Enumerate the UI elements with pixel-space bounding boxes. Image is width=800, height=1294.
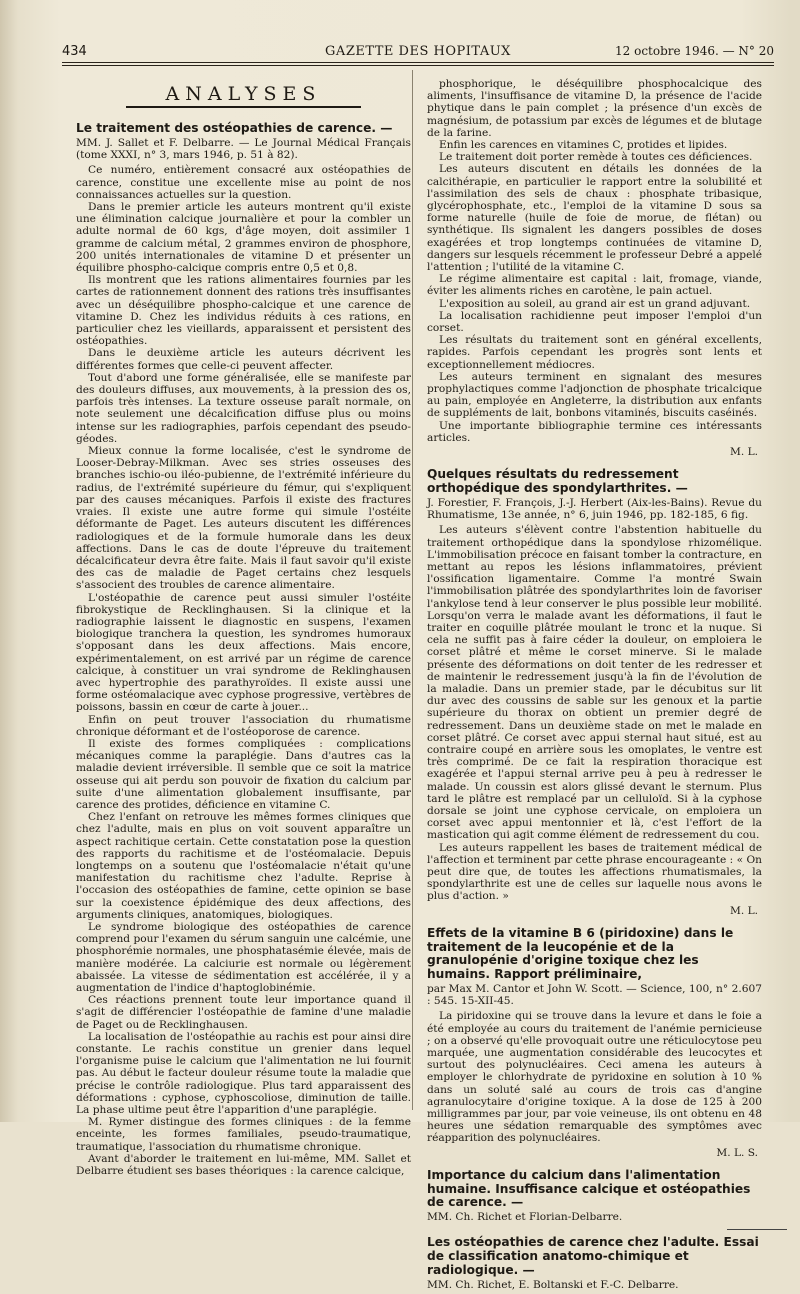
paragraph: La localisation rachidienne peut imposer l'emploi d'un corset. bbox=[427, 309, 762, 335]
paragraph: Chez l'enfant on retrouve les mêmes formes cliniques que chez l'adulte, mais en plus on voit souvent apparaître un aspect rachitique certain. Cette constatation pose la question des rapports du rachitisme et de l'ostéomalacie. Depuis longtemps on a soutenu que l'ostéomalacie n'était qu'une manifestation du rachitisme chez l'adulte. Reprise à l'occasion des ostéopathies de famine, cette opinion se base sur la coexistence épidémique des deux affections, des arguments cliniques, anatomiques, biologiques. bbox=[76, 811, 411, 921]
page-number: 434 bbox=[62, 44, 87, 59]
article-title: Les ostéopathies de carence chez l'adulte. Essai de classification anatomo-chimique et radiologique. — bbox=[427, 1235, 759, 1278]
paragraph: Les auteurs terminent en signalant des mesures prophylactiques comme l'adjonction de phosphate tricalcique au pain, employée en Angleterre, la distribution aux enfants de suppléments de lait, bonbons vitaminés, biscuits caséinés. bbox=[427, 370, 762, 420]
paragraph: L'ostéopathie de carence peut aussi simuler l'ostéite fibrokystique de Recklinghausen. Si la clinique et la radiographie laissent le diagnostic en suspens, l'examen biologique tranchera la question, les syndromes humoraux s'opposant dans les deux affections. Mais encore, expérimentalement, on est arrivé par un régime de carence calcique, à constituer un vrai syndrome de Reklinghausen avec hypertrophie des parathyroïdes. Il existe aussi une forme ostéomalacique avec cyphose progressive, vertèbres de poissons, bassin en cœur de carte à jouer... bbox=[76, 591, 411, 714]
paragraph: Ce numéro, entièrement consacré aux ostéopathies de carence, constitue une excellente mise au point de nos connaissances actuelles sur la question. bbox=[76, 164, 411, 201]
section-title: ANALYSES bbox=[165, 83, 322, 105]
paragraph: Une importante bibliographie termine ces intéressants articles. bbox=[427, 419, 762, 444]
paragraph: Les auteurs rappellent les bases de traitement médical de l'affection et terminent par cette phrase encourageante : « On peut dire que, de toutes les affections rhumatismales, la spondylarthrite est une de celles sur laquelle nous avons le plus d'action. » bbox=[427, 841, 762, 903]
paragraph: Le traitement doit porter remède à toutes ces déficiences. bbox=[439, 151, 753, 164]
paragraph: Ces réactions prennent toute leur importance quand il s'agit de différencier l'ostéopathie de famine d'une maladie de Paget ou de Recklinghausen. bbox=[76, 994, 411, 1031]
paragraph: Enfin les carences en vitamines C, protides et lipides. bbox=[439, 139, 728, 152]
paragraph: Avant d'aborder le traitement en lui-même, MM. Sallet et Delbarre étudient ses bases théoriques : la carence calcique, bbox=[76, 1152, 411, 1178]
paragraph: Il existe des formes compliquées : complications mécaniques comme la paraplégie. Dans d'autres cas la maladie devient irréversible. Il semble que ce soit la matrice osseuse qui ait perdu son pouvoir de fixation du calcium par suite d'une alimentation globalement insuffisante, par carence des protides, déficience en vitamine C. bbox=[76, 737, 411, 811]
article-title: Quelques résultats du redressement orthopédique des spondylarthrites. — bbox=[427, 467, 688, 496]
article-signature: M. L. S. bbox=[716, 1146, 758, 1159]
header-rule bbox=[62, 62, 774, 63]
header-rule-double bbox=[62, 65, 774, 66]
section-rule bbox=[126, 106, 361, 108]
separator-rule bbox=[727, 1229, 787, 1230]
article-reference: MM. J. Sallet et F. Delbarre. — Le Journal Médical Français (tome XXXI, n° 3, mars 1946, p. 51 à 82). bbox=[76, 137, 411, 162]
paragraph: Dans le premier article les auteurs montrent qu'il existe une élimination calcique journalière et pour la combler un adulte normal de 60 kgs, d'âge moyen, doit assimiler 1 gramme de calcium métal, 2 grammes environ de phosphore, 200 unités internationales de vitamine D et présenter un équilibre phospho-calcique compris entre 0,5 et 0,8. bbox=[76, 201, 411, 275]
paragraph: Tout d'abord une forme généralisée, elle se manifeste par des douleurs diffuses, aux mouvements, à la pression des os, parfois très intenses. La texture osseuse paraît normale, on note seulement une décalcification diffuse plus ou moins intense sur les radiographies, parfois cependant des pseudo-géodes. bbox=[76, 371, 411, 445]
paragraph: La localisation de l'ostéopathie au rachis est pour ainsi dire constante. Le rachis constitue un grenier dans lequel l'organisme puise le calcium que l'alimentation ne lui fournit pas. Au début le facteur douleur résume toute la maladie que précise le contrôle radiologique. Plus tard apparaissent des déformations : cyphose, cyphoscoliose, diminution de taille. La phase ultime peut être l'apparition d'une paraplégie. bbox=[76, 1030, 411, 1117]
left-column bbox=[76, 78, 411, 1177]
article-body-continued bbox=[427, 78, 762, 444]
article-reference: MM. Ch. Richet et Florian-Delbarre. bbox=[427, 1211, 623, 1224]
article-reference: MM. Ch. Richet, E. Boltanski et F.-C. Delbarre. bbox=[427, 1278, 679, 1291]
paragraph: Les résultats du traitement sont en général excellents, rapides. Parfois cependant les progrès sont lents et exceptionnellement médiocres. bbox=[427, 334, 762, 371]
article-signature: M. L. bbox=[730, 904, 758, 917]
article-signature: M. L. bbox=[730, 446, 758, 459]
paragraph: L'exposition au soleil, au grand air est un grand adjuvant. bbox=[439, 297, 751, 310]
paragraph: Le régime alimentaire est capital : lait, fromage, viande, éviter les aliments riches en carotène, le pain actuel. bbox=[427, 273, 762, 298]
article-body bbox=[427, 524, 762, 902]
paragraph: Les auteurs discutent en détails les données de la calcithérapie, en particulier le rapport entre la solubilité et l'assimilation des sels de chaux : phosphate tribasique, glycérophosphate, etc., l'emploi de la vitamine D sous sa forme naturelle (huile de foie de morue, de flétan) ou synthétique. Ils signalent les dangers possibles de doses exagérées et trop longtemps continuées de vitamine D, dangers sur lesquels récemment le professeur Debré a appelé l'attention ; l'utilité de la vitamine C. bbox=[427, 163, 762, 274]
paragraph: Enfin on peut trouver l'association du rhumatisme chronique déformant et de l'ostéoporose de carence. bbox=[76, 713, 411, 738]
paragraph: La piridoxine qui se trouve dans la levure et dans le foie a été employée au cours du traitement de l'anémie pernicieuse ; on a observé qu'elle provoquait outre une réticulocytose peu marquée, une augmentation considérable des leucocytes et surtout des polynucléaires. Ceci amena les auteurs à employer le chlorhydrate de pyridoxine en solution à 10 % dans un soluté salé au cours de trois cas d'angine agranulocytaire d'origine toxique. A la dose de 125 à 200 milligrammes par jour, par voie veineuse, ils ont obtenu en 48 heures une sédation remarquable des symptômes avec réapparition des polynucléaires. bbox=[427, 1010, 762, 1145]
article-title: Effets de la vitamine B 6 (piridoxine) dans le traitement de la leucopénie et de la granulopénie d'origine toxique chez les humains. Rapport préliminaire, bbox=[427, 925, 734, 982]
paragraph: Le syndrome biologique des ostéopathies de carence comprend pour l'examen du sérum sanguin une calcémie, une phosphorémie normales, une phosphatasémie élevée, mais de manière modérée. La calciurie est normale ou légèrement abaissée. La vitesse de sédimentation est accélérée, il y a augmentation de l'indice d'haptoglobinémie. bbox=[76, 921, 411, 995]
paragraph: phosphorique, le déséquilibre phosphocalcique des aliments, l'insuffisance de vitamine D, la présence de l'acide phytique dans le pain complet ; la présence d'un excès de magnésium, de potassium par excès de légumes et de blutage de la farine. bbox=[427, 78, 762, 139]
right-column bbox=[427, 78, 762, 1294]
paragraph: Mieux connue la forme localisée, c'est le syndrome de Looser-Debray-Milkman. Avec ses stries osseuses des branches ischio-ou iléo-pubienne, de l'extrémité inférieure du radius, de l'extrémité supérieure du fémur, qui s'expliquent par des causes mécaniques. Parfois il existe des fractures vraies. Il existe une autre forme qui simule l'ostéite déformante de Paget. Les auteurs discutent les différences radiologiques et de la formule humorale dans les deux affections. Dans le cas de doute l'épreuve du traitement décalcificateur devra être faite. Mais il faut savoir qu'il existe des cas de maladie de Paget certains chez lesquels s'associent des troubles de carence alimentaire. bbox=[76, 445, 411, 592]
paragraph: M. Rymer distingue des formes cliniques : de la femme enceinte, les formes familiales, pseudo-traumatique, traumatique, l'association du rhumatisme chronique. bbox=[76, 1116, 411, 1153]
article-body bbox=[427, 1010, 762, 1144]
article-reference: par Max M. Cantor et John W. Scott. — Science, 100, n° 2.607 : 545. 15-XII-45. bbox=[427, 982, 762, 1008]
paragraph: Les auteurs s'élèvent contre l'abstention habituelle du traitement orthopédique dans la spondylose rhizomélique. L'immobilisation précoce en faisant tomber la contracture, en mettant au repos les lésions inflammatoires, prévient l'ossification ligamentaire. Comme l'a montré Swain l'immobilisation plâtrée des spondylarthrites loin de favoriser l'ankylose tend à leur conserver le plus possible leur mobilité. Lorsqu'on verra le malade avant les déformations, il faut le traiter en coquille plâtrée moulant le tronc et la nuque. Si cela ne suffit pas à faire céder la douleur, on emploiera le corset plâtré et même le corset minerve. Si le malade présente des déformations on doit tenter de les redresser et de maintenir le redressement jusqu'à la fin de l'évolution de la maladie. Dans un premier stade, par le décubitus sur lit dur avec des coussins de sable sur les genoux et la partie supérieure du thorax on obtient un premier degré de redressement. Dans un deuxième stade on met le malade en corset plâtré. Ce corset avec appui sternal haut situé, est au contraire coupé en arrière sous les omoplates, le ventre est très comprimé. De ce fait la respiration thoracique est exagérée et l'appui sternal arrive peu à peu à redresser le malade. Un coussin est alors glissé devant le sternum. Plus tard le plâtre est remplacé par un celluloïd. Si à la cyphose dorsale se joint une cyphose cervicale, on emploiera un corset avec appui mentonnier et là, c'est l'effort de la mastication qui agit comme élément de redressement du cou. bbox=[427, 524, 762, 842]
article-title: Importance du calcium dans l'alimentation humaine. Insuffisance calcique et ostéopathies de carence. — bbox=[427, 1167, 751, 1210]
journal-title: GAZETTE DES HOPITAUX bbox=[325, 44, 511, 59]
article-title: Le traitement des ostéopathies de carence. — bbox=[76, 121, 393, 136]
article-reference: J. Forestier, F. François, J.-J. Herbert (Aix-les-Bains). Revue du Rhumatisme, 13e année, n° 6, juin 1946, pp. 182-185, 6 fig. bbox=[427, 496, 762, 522]
page-header bbox=[62, 44, 774, 62]
paragraph: Dans le deuxième article les auteurs décrivent les différentes formes que celle-ci peuvent affecter. bbox=[76, 347, 411, 372]
paragraph: Ils montrent que les rations alimentaires fournies par les cartes de rationnement donnent des rations très insuffisantes avec un déséquilibre phospho-calcique et une carence de vitamine D. Chez les individus réduits à ces rations, en particulier chez les vieillards, apparaissent et persistent des ostéopathies. bbox=[76, 274, 411, 348]
column-divider bbox=[412, 70, 413, 1110]
issue-date: 12 octobre 1946. — N° 20 bbox=[615, 44, 774, 58]
article-body bbox=[76, 164, 411, 1177]
